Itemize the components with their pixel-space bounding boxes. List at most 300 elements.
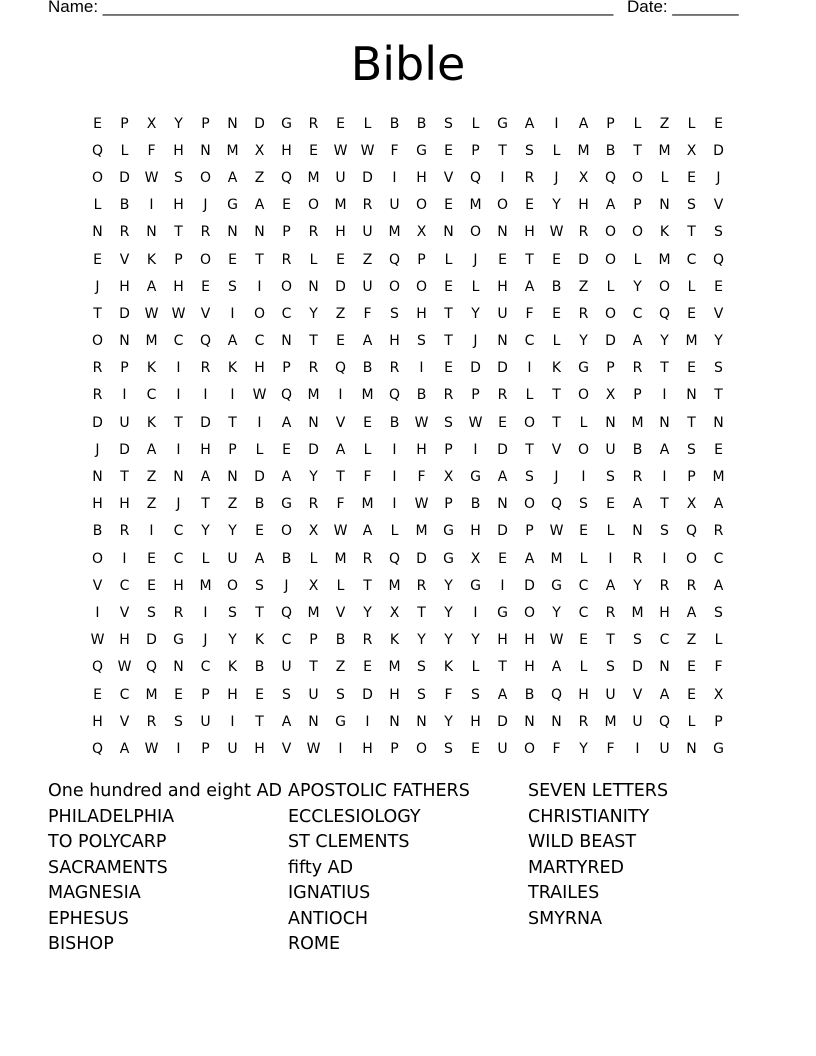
grid-letter: O [307, 197, 320, 214]
grid-letter: Q [712, 251, 725, 268]
grid-letter: P [714, 713, 723, 730]
grid-letter: D [146, 632, 157, 649]
grid-letter: H [524, 659, 535, 676]
grid-letter: L [606, 278, 615, 295]
grid-letter: C [659, 632, 670, 649]
grid-letter: R [308, 115, 319, 132]
grid-letter: N [713, 414, 724, 431]
grid-letter: U [119, 414, 130, 431]
grid-letter: I [257, 414, 262, 431]
grid-letter: A [119, 740, 130, 757]
grid-letter: H [254, 360, 265, 377]
word-item: IGNATIUS [288, 883, 371, 903]
grid-letter: I [365, 713, 370, 730]
grid-letter: C [578, 577, 589, 594]
grid-letter: L [633, 115, 642, 132]
grid-letter: R [632, 360, 643, 377]
grid-letter: M [685, 333, 698, 350]
grid-letter: O [631, 169, 644, 186]
grid-letter: S [444, 740, 453, 757]
grid-letter: R [92, 360, 103, 377]
grid-letter: N [308, 713, 319, 730]
grid-letter: S [174, 713, 183, 730]
grid-letter: R [308, 360, 319, 377]
grid-letter: Y [174, 115, 183, 132]
grid-letter: I [338, 740, 343, 757]
grid-letter: V [632, 686, 643, 703]
grid-letter: C [119, 686, 130, 703]
grid-letter: N [173, 469, 184, 486]
grid-letter: R [119, 523, 130, 540]
word-item: EPHESUS [48, 908, 129, 929]
grid-row [84, 599, 732, 626]
grid-letter: B [281, 550, 292, 567]
grid-letter: X [254, 142, 265, 159]
grid-row [84, 355, 732, 382]
grid-letter: M [550, 550, 563, 567]
grid-letter: J [203, 632, 208, 649]
grid-letter: M [307, 604, 320, 621]
grid-letter: Q [280, 169, 293, 186]
grid-letter: W [333, 142, 348, 159]
grid-letter: C [173, 333, 184, 350]
grid-letter: E [282, 197, 291, 214]
grid-letter: L [120, 142, 129, 159]
grid-letter: Z [362, 251, 373, 268]
grid-letter: K [146, 360, 157, 377]
grid-row [84, 246, 732, 273]
grid-letter: I [176, 441, 181, 458]
grid-letter: A [200, 469, 211, 486]
word-item: SMYRNA [528, 908, 603, 929]
grid-letter: M [712, 469, 725, 486]
grid-letter: O [469, 224, 482, 241]
grid-letter: V [119, 604, 130, 621]
letter-grid [84, 110, 732, 763]
grid-letter: L [525, 387, 534, 404]
grid-letter: T [660, 360, 669, 377]
grid-letter: D [632, 659, 643, 676]
grid-letter: Y [363, 604, 372, 621]
grid-letter: T [228, 414, 237, 431]
grid-letter: H [497, 278, 508, 295]
grid-letter: W [144, 740, 159, 757]
grid-letter: D [308, 441, 319, 458]
grid-letter: Q [685, 523, 698, 540]
grid-row [84, 735, 732, 762]
grid-letter: E [714, 441, 723, 458]
grid-letter: S [579, 496, 588, 513]
grid-letter: E [471, 740, 480, 757]
grid-letter: S [660, 523, 669, 540]
grid-letter: O [523, 740, 536, 757]
grid-letter: A [146, 441, 157, 458]
grid-letter: F [363, 305, 372, 322]
grid-letter: O [523, 414, 536, 431]
grid-letter: G [470, 469, 481, 486]
grid-letter: Y [444, 604, 453, 621]
grid-letter: Y [471, 305, 480, 322]
grid-letter: S [633, 632, 642, 649]
grid-letter: S [417, 659, 426, 676]
grid-letter: B [119, 197, 130, 214]
grid-letter: H [389, 686, 400, 703]
grid-letter: D [713, 142, 724, 159]
grid-row [84, 409, 732, 436]
grid-letter: B [254, 496, 265, 513]
grid-letter: Q [658, 305, 671, 322]
grid-letter: A [281, 469, 292, 486]
grid-letter: F [390, 142, 399, 159]
grid-letter: Y [714, 333, 723, 350]
grid-letter: R [713, 523, 724, 540]
grid-letter: O [226, 577, 239, 594]
grid-letter: W [468, 414, 483, 431]
grid-letter: O [280, 278, 293, 295]
grid-letter: I [392, 469, 397, 486]
grid-letter: L [687, 115, 696, 132]
grid-letter: X [389, 604, 400, 621]
grid-letter: K [254, 632, 265, 649]
grid-letter: A [686, 604, 697, 621]
grid-letter: A [524, 115, 535, 132]
grid-letter: I [230, 305, 235, 322]
grid-letter: I [203, 387, 208, 404]
grid-letter: L [714, 632, 723, 649]
word-item: TO POLYCARP [48, 832, 167, 852]
grid-letter: Y [444, 632, 453, 649]
grid-letter: T [552, 414, 561, 431]
grid-letter: R [119, 224, 130, 241]
grid-letter: R [92, 387, 103, 404]
grid-letter: L [444, 251, 453, 268]
grid-letter: L [552, 142, 561, 159]
grid-row [84, 110, 732, 137]
grid-letter: T [687, 414, 696, 431]
grid-letter: G [416, 142, 427, 159]
grid-letter: N [119, 333, 130, 350]
grid-letter: H [173, 197, 184, 214]
grid-letter: B [335, 632, 346, 649]
grid-letter: F [147, 142, 156, 159]
grid-letter: I [230, 387, 235, 404]
grid-letter: R [686, 577, 697, 594]
grid-letter: L [471, 659, 480, 676]
grid-letter: C [119, 577, 130, 594]
grid-letter: S [228, 278, 237, 295]
grid-letter: Y [552, 604, 561, 621]
word-column [288, 779, 470, 958]
grid-letter: A [524, 278, 535, 295]
grid-letter: D [497, 713, 508, 730]
grid-letter: N [308, 278, 319, 295]
grid-letter: E [498, 550, 507, 567]
grid-letter: N [227, 224, 238, 241]
grid-letter: B [92, 523, 103, 540]
grid-letter: Y [633, 577, 642, 594]
grid-letter: S [417, 333, 426, 350]
grid-letter: T [174, 414, 183, 431]
grid-row [84, 300, 732, 327]
grid-letter: T [525, 251, 534, 268]
grid-letter: H [659, 604, 670, 621]
grid-letter: W [549, 224, 564, 241]
grid-letter: D [497, 441, 508, 458]
grid-letter: T [174, 224, 183, 241]
header [48, 0, 748, 21]
grid-letter: R [200, 224, 211, 241]
grid-letter: C [686, 251, 697, 268]
grid-letter: R [200, 360, 211, 377]
grid-letter: P [633, 197, 642, 214]
grid-letter: D [119, 305, 130, 322]
grid-letter: A [632, 333, 643, 350]
grid-letter: E [228, 251, 237, 268]
grid-letter: Z [578, 278, 589, 295]
name-field: Name: ______________________________________________________ [48, 0, 614, 16]
grid-letter: N [254, 224, 265, 241]
word-item: SEVEN LETTERS [528, 781, 669, 801]
grid-letter: Y [228, 632, 237, 649]
grid-letter: L [660, 169, 669, 186]
grid-letter: R [173, 604, 184, 621]
grid-letter: U [335, 169, 346, 186]
date-field: Date: _______ [627, 0, 739, 16]
grid-letter: Q [604, 169, 617, 186]
grid-letter: N [308, 414, 319, 431]
grid-letter: Q [550, 686, 563, 703]
grid-letter: A [605, 577, 616, 594]
grid-letter: I [203, 604, 208, 621]
grid-letter: W [360, 142, 375, 159]
grid-row [84, 328, 732, 355]
grid-letter: B [551, 278, 562, 295]
grid-row [84, 518, 732, 545]
page-title: Bible [350, 37, 466, 91]
grid-letter: L [255, 441, 264, 458]
grid-letter: R [497, 387, 508, 404]
grid-letter: Z [335, 659, 346, 676]
grid-letter: I [176, 387, 181, 404]
grid-letter: M [388, 577, 401, 594]
grid-letter: L [390, 523, 399, 540]
grid-letter: U [389, 197, 400, 214]
grid-letter: R [146, 713, 157, 730]
word-item: ECCLESIOLOGY [288, 806, 421, 827]
grid-letter: O [523, 496, 536, 513]
grid-letter: R [308, 496, 319, 513]
grid-letter: Q [280, 604, 293, 621]
grid-letter: R [605, 604, 616, 621]
grid-letter: W [90, 632, 105, 649]
grid-letter: Y [444, 713, 453, 730]
grid-letter: E [714, 115, 723, 132]
grid-letter: Q [145, 659, 158, 676]
grid-letter: B [524, 686, 535, 703]
grid-letter: T [417, 604, 426, 621]
grid-letter: X [443, 469, 454, 486]
grid-letter: N [632, 523, 643, 540]
grid-letter: C [281, 305, 292, 322]
grid-letter: M [631, 414, 644, 431]
grid-letter: D [524, 577, 535, 594]
grid-letter: V [551, 441, 562, 458]
grid-letter: P [687, 469, 696, 486]
grid-letter: T [255, 713, 264, 730]
grid-letter: I [149, 523, 154, 540]
grid-letter: A [362, 523, 373, 540]
grid-letter: M [307, 387, 320, 404]
grid-letter: M [226, 142, 239, 159]
grid-letter: L [579, 414, 588, 431]
grid-letter: S [417, 686, 426, 703]
grid-letter: Q [280, 387, 293, 404]
grid-letter: N [227, 469, 238, 486]
grid-letter: J [473, 251, 478, 268]
grid-letter: M [145, 686, 158, 703]
grid-letter: T [498, 142, 507, 159]
grid-letter: S [714, 360, 723, 377]
grid-letter: B [632, 441, 643, 458]
grid-letter: K [227, 659, 238, 676]
grid-letter: I [635, 740, 640, 757]
grid-letter: Q [388, 550, 401, 567]
grid-letter: E [579, 523, 588, 540]
grid-letter: G [335, 713, 346, 730]
grid-letter: B [605, 142, 616, 159]
grid-letter: R [659, 577, 670, 594]
word-item: MAGNESIA [48, 883, 141, 903]
grid-row [84, 137, 732, 164]
grid-letter: J [284, 577, 289, 594]
grid-letter: I [149, 197, 154, 214]
grid-row [84, 273, 732, 300]
word-item: PHILADELPHIA [48, 806, 175, 827]
grid-letter: S [525, 142, 534, 159]
grid-letter: X [308, 523, 319, 540]
word-column [528, 779, 668, 932]
grid-letter: M [415, 523, 428, 540]
grid-letter: A [713, 577, 724, 594]
grid-letter: W [171, 305, 186, 322]
grid-letter: I [392, 169, 397, 186]
grid-letter: O [91, 550, 104, 567]
grid-letter: V [443, 169, 454, 186]
grid-letter: F [606, 740, 615, 757]
grid-letter: A [362, 333, 373, 350]
grid-letter: I [554, 115, 559, 132]
grid-row [84, 545, 732, 572]
grid-letter: G [497, 604, 508, 621]
grid-letter: E [363, 659, 372, 676]
grid-letter: U [362, 224, 373, 241]
grid-letter: W [144, 169, 159, 186]
grid-letter: O [415, 197, 428, 214]
grid-letter: G [551, 577, 562, 594]
grid-letter: W [549, 523, 564, 540]
grid-row [84, 654, 732, 681]
grid-letter: S [471, 686, 480, 703]
grid-letter: B [362, 360, 373, 377]
grid-letter: I [500, 169, 505, 186]
grid-letter: D [470, 360, 481, 377]
grid-letter: X [146, 115, 157, 132]
grid-letter: L [363, 441, 372, 458]
grid-letter: T [255, 251, 264, 268]
grid-letter: T [363, 577, 372, 594]
grid-letter: P [120, 360, 129, 377]
grid-row [84, 463, 732, 490]
grid-letter: M [334, 197, 347, 214]
grid-letter: J [176, 496, 181, 513]
grid-letter: W [306, 740, 321, 757]
word-item: SACRAMENTS [48, 857, 168, 878]
grid-letter: F [417, 469, 426, 486]
grid-letter: L [579, 550, 588, 567]
grid-row [84, 627, 732, 654]
grid-letter: D [416, 550, 427, 567]
grid-letter: L [606, 523, 615, 540]
grid-letter: S [606, 469, 615, 486]
grid-letter: E [93, 115, 102, 132]
grid-letter: D [335, 278, 346, 295]
grid-letter: P [309, 632, 318, 649]
grid-letter: T [606, 632, 615, 649]
grid-letter: V [335, 414, 346, 431]
grid-letter: A [335, 441, 346, 458]
grid-row [84, 382, 732, 409]
grid-letter: X [686, 496, 697, 513]
grid-letter: N [497, 496, 508, 513]
grid-letter: H [200, 441, 211, 458]
grid-letter: G [281, 496, 292, 513]
grid-letter: T [660, 496, 669, 513]
grid-letter: Q [388, 387, 401, 404]
grid-letter: K [659, 224, 670, 241]
grid-letter: O [577, 441, 590, 458]
grid-letter: L [633, 251, 642, 268]
grid-letter: L [93, 197, 102, 214]
grid-letter: G [578, 360, 589, 377]
grid-letter: A [227, 333, 238, 350]
grid-letter: C [713, 550, 724, 567]
grid-letter: P [228, 441, 237, 458]
grid-letter: E [201, 278, 210, 295]
grid-letter: H [362, 740, 373, 757]
grid-letter: I [473, 441, 478, 458]
grid-letter: A [659, 441, 670, 458]
grid-letter: N [686, 740, 697, 757]
grid-letter: I [338, 387, 343, 404]
grid-letter: Y [471, 632, 480, 649]
grid-letter: R [362, 632, 373, 649]
grid-letter: H [173, 577, 184, 594]
grid-letter: Y [309, 469, 318, 486]
grid-letter: O [658, 278, 671, 295]
grid-letter: A [551, 659, 562, 676]
grid-letter: I [608, 550, 613, 567]
word-item: MARTYRED [528, 857, 625, 878]
grid-letter: L [309, 550, 318, 567]
grid-letter: E [579, 632, 588, 649]
grid-letter: H [389, 333, 400, 350]
grid-letter: N [200, 142, 211, 159]
grid-letter: V [119, 251, 130, 268]
grid-letter: C [524, 333, 535, 350]
grid-letter: I [527, 360, 532, 377]
grid-letter: N [389, 713, 400, 730]
grid-letter: X [713, 686, 724, 703]
